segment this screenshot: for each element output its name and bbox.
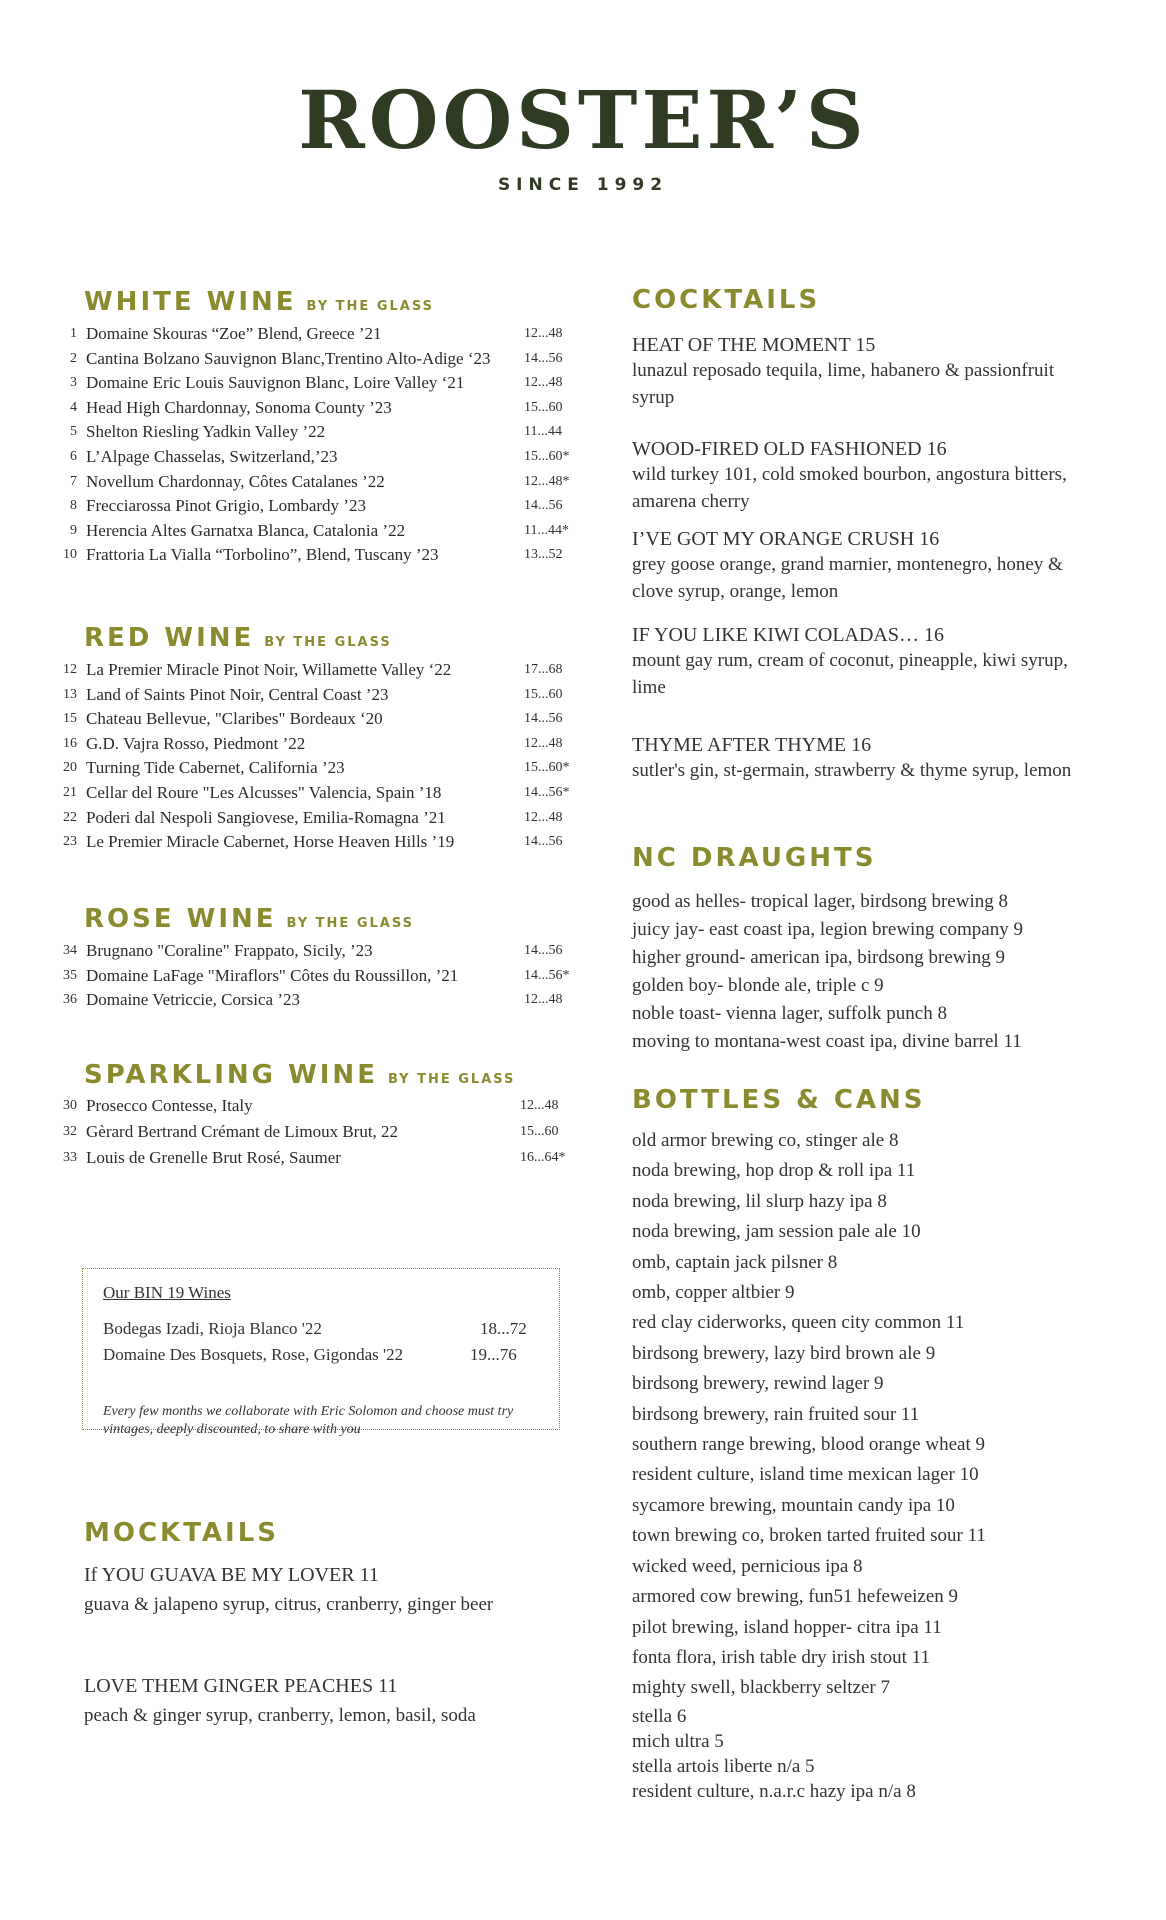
cocktail-name: HEAT OF THE MOMENT 15 bbox=[632, 334, 876, 356]
bottle-item: wicked weed, pernicious ipa 8 bbox=[632, 1555, 863, 1577]
bottle-item: noda brewing, hop drop & roll ipa 11 bbox=[632, 1160, 916, 1182]
wine-price: 14...56 bbox=[524, 943, 563, 958]
bottle-item: mighty swell, blackberry seltzer 7 bbox=[632, 1677, 891, 1699]
wine-price: 12...48 bbox=[524, 809, 563, 825]
mocktail-item bbox=[84, 1563, 504, 1618]
wine-price: 14...56 bbox=[524, 711, 563, 727]
wine-row bbox=[56, 707, 586, 732]
wine-row bbox=[56, 322, 586, 347]
wine-bin-number: 4 bbox=[70, 399, 77, 415]
cocktail-description: grey goose orange, grand marnier, montenegro, honey & clove syrup, orange, lemon bbox=[632, 554, 1063, 602]
wine-name: Land of Saints Pinot Noir, Central Coast ’23 bbox=[86, 684, 389, 704]
cocktail-name: WOOD-FIRED OLD FASHIONED 16 bbox=[632, 438, 947, 460]
wine-row bbox=[56, 756, 586, 781]
wine-bin-number: 20 bbox=[63, 760, 77, 776]
wine-row bbox=[56, 494, 586, 519]
wine-row bbox=[56, 470, 586, 495]
wine-name: Novellum Chardonnay, Côtes Catalanes ’22 bbox=[86, 471, 385, 491]
wine-row bbox=[56, 445, 586, 470]
wine-name: Cantina Bolzano Sauvignon Blanc,Trentino Alto-Adige ‘23 bbox=[86, 348, 491, 368]
draught-item: noble toast- vienna lager, suffolk punch 8 bbox=[632, 1003, 947, 1024]
bottle-item: old armor brewing co, stinger ale 8 bbox=[632, 1130, 899, 1151]
draught-item: golden boy- blonde ale, triple c 9 bbox=[632, 975, 884, 996]
draught-item: higher ground- american ipa, birdsong brewing 9 bbox=[632, 947, 1006, 968]
wine-price: 12...48 bbox=[524, 735, 563, 751]
nc-draughts-list bbox=[632, 888, 1152, 1056]
white-wine-subtitle: BY THE GLASS bbox=[306, 299, 434, 314]
sparkling-wine-heading bbox=[84, 1062, 515, 1088]
wine-bin-number: 1 bbox=[70, 326, 77, 341]
bottle-item: resident culture, n.a.r.c hazy ipa n/a 8 bbox=[632, 1780, 916, 1802]
wine-name: Domaine Vetriccie, Corsica ’23 bbox=[86, 990, 301, 1010]
wine-bin-number: 34 bbox=[63, 943, 77, 958]
cocktail-item bbox=[632, 437, 1092, 515]
sparkling-wine-subtitle: BY THE GLASS bbox=[387, 1072, 516, 1087]
wine-name: Gèrard Bertrand Crémant de Limoux Brut, 22 bbox=[86, 1122, 399, 1141]
bottle-item: southern range brewing, blood orange wheat 9 bbox=[632, 1434, 985, 1456]
bottle-item: fonta flora, irish table dry irish stout 11 bbox=[632, 1646, 930, 1668]
mocktail-description: guava & jalapeno syrup, citrus, cranberry, ginger beer bbox=[84, 1594, 494, 1615]
wine-row bbox=[56, 830, 586, 855]
wine-price: 11...44 bbox=[524, 424, 562, 440]
wine-row bbox=[56, 658, 586, 683]
wine-row bbox=[56, 543, 586, 568]
cocktail-name: I’VE GOT MY ORANGE CRUSH 16 bbox=[632, 528, 940, 550]
wine-name: Herencia Altes Garnatxa Blanca, Catalonia ’22 bbox=[86, 520, 406, 540]
wine-bin-number: 12 bbox=[63, 662, 77, 677]
wine-name: La Premier Miracle Pinot Noir, Willamette Valley ‘22 bbox=[86, 660, 452, 679]
cocktail-name: IF YOU LIKE KIWI COLADAS… 16 bbox=[632, 624, 945, 646]
wine-price: 14...56* bbox=[524, 784, 570, 800]
wine-name: Le Premier Miracle Cabernet, Horse Heaven Hills ’19 bbox=[86, 832, 455, 852]
bottle-item: birdsong brewery, rewind lager 9 bbox=[632, 1373, 884, 1395]
bin19-wine-price: 18...72 bbox=[480, 1319, 527, 1338]
wine-name: Poderi dal Nespoli Sangiovese, Emilia-Romagna ’21 bbox=[86, 807, 446, 827]
wine-name: Head High Chardonnay, Sonoma County ’23 bbox=[86, 397, 392, 417]
mocktail-description: peach & ginger syrup, cranberry, lemon, basil, soda bbox=[84, 1705, 476, 1726]
wine-bin-number: 13 bbox=[63, 686, 77, 702]
bottles-cans-heading: BOTTLES & CANS bbox=[632, 1085, 926, 1115]
wine-name: L’Alpage Chasselas, Switzerland,’23 bbox=[86, 446, 338, 466]
mocktails-heading: MOCKTAILS bbox=[84, 1518, 280, 1548]
rose-wine-list bbox=[56, 939, 586, 1013]
wine-name: Cellar del Roure "Les Alcusses" Valencia, Spain ’18 bbox=[86, 782, 442, 802]
wine-name: Domaine Skouras “Zoe” Blend, Greece ’21 bbox=[86, 324, 382, 343]
bin19-note: Every few months we collaborate with Eric Solomon and choose must try vintages, deeply discounted, to share with you bbox=[103, 1404, 514, 1437]
wine-row bbox=[56, 519, 586, 544]
wine-bin-number: 10 bbox=[63, 547, 77, 563]
wine-row bbox=[56, 420, 586, 445]
wine-price: 15...60 bbox=[524, 686, 563, 702]
wine-bin-number: 5 bbox=[70, 424, 77, 440]
wine-bin-number: 32 bbox=[63, 1124, 77, 1139]
wine-row bbox=[56, 371, 586, 396]
wine-bin-number: 35 bbox=[63, 967, 77, 983]
wine-price: 16...64* bbox=[520, 1150, 566, 1165]
bottle-item: noda brewing, lil slurp hazy ipa 8 bbox=[632, 1190, 887, 1212]
wine-bin-number: 21 bbox=[63, 784, 77, 800]
cocktail-description: mount gay rum, cream of coconut, pineapple, kiwi syrup, lime bbox=[632, 650, 1068, 698]
rose-wine-subtitle: BY THE GLASS bbox=[286, 916, 414, 931]
wine-row bbox=[56, 781, 586, 806]
white-wine-heading bbox=[84, 289, 434, 315]
wine-row bbox=[56, 939, 586, 964]
bottle-item: omb, copper altbier 9 bbox=[632, 1282, 795, 1304]
wine-price: 12...48 bbox=[520, 1098, 559, 1113]
wine-bin-number: 23 bbox=[63, 834, 77, 850]
wine-row bbox=[56, 1120, 586, 1146]
bottle-item: sycamore brewing, mountain candy ipa 10 bbox=[632, 1494, 955, 1516]
wine-name: Louis de Grenelle Brut Rosé, Saumer bbox=[86, 1148, 341, 1167]
wine-price: 12...48 bbox=[524, 326, 563, 341]
wine-price: 14...56 bbox=[524, 834, 563, 850]
wine-price: 15...60 bbox=[520, 1124, 559, 1139]
wine-row bbox=[56, 1094, 586, 1120]
wine-price: 14...56 bbox=[524, 350, 563, 366]
bin19-wine-price: 19...76 bbox=[470, 1345, 517, 1364]
draught-item: moving to montana-west coast ipa, divine barrel 11 bbox=[632, 1031, 1022, 1052]
wine-name: Prosecco Contesse, Italy bbox=[86, 1096, 253, 1115]
wine-name: Domaine Eric Louis Sauvignon Blanc, Loire Valley ‘21 bbox=[86, 373, 465, 393]
sparkling-wine-list bbox=[56, 1094, 586, 1172]
red-wine-title: RED WINE bbox=[84, 623, 255, 653]
wine-price: 13...52 bbox=[524, 547, 563, 563]
wine-row bbox=[56, 1146, 586, 1172]
wine-name: Chateau Bellevue, "Claribes" Bordeaux ‘20 bbox=[86, 709, 383, 729]
wine-price: 12...48 bbox=[524, 375, 563, 391]
wine-bin-number: 6 bbox=[70, 448, 77, 464]
bottle-item: birdsong brewery, rain fruited sour 11 bbox=[632, 1403, 920, 1425]
bin19-title: Our BIN 19 Wines bbox=[103, 1283, 231, 1302]
cocktail-item bbox=[632, 333, 1092, 411]
bottles-cans-list bbox=[632, 1126, 1152, 1804]
wine-price: 15...60* bbox=[524, 760, 570, 776]
wine-price: 12...48* bbox=[524, 473, 570, 489]
draught-item: juicy jay- east coast ipa, legion brewing company 9 bbox=[632, 919, 1023, 940]
wine-bin-number: 16 bbox=[63, 735, 77, 751]
wine-name: Frecciarossa Pinot Grigio, Lombardy ’23 bbox=[86, 496, 366, 516]
draught-item: good as helles- tropical lager, birdsong brewing 8 bbox=[632, 891, 1008, 912]
wine-price: 17...68 bbox=[524, 662, 563, 677]
restaurant-logo-name: ROOSTER’S bbox=[298, 73, 868, 167]
cocktail-name: THYME AFTER THYME 16 bbox=[632, 734, 872, 756]
bottle-item: stella artois liberte n/a 5 bbox=[632, 1755, 815, 1777]
wine-bin-number: 2 bbox=[70, 350, 77, 366]
wine-row bbox=[56, 806, 586, 831]
wine-bin-number: 9 bbox=[70, 522, 77, 538]
red-wine-subtitle: BY THE GLASS bbox=[264, 635, 392, 650]
wine-row bbox=[56, 732, 586, 757]
wine-bin-number: 22 bbox=[63, 809, 77, 825]
wine-bin-number: 7 bbox=[70, 473, 77, 489]
rose-wine-heading bbox=[84, 906, 414, 932]
mocktail-name: LOVE THEM GINGER PEACHES 11 bbox=[84, 1675, 398, 1697]
wine-bin-number: 36 bbox=[63, 992, 77, 1008]
wine-row bbox=[56, 396, 586, 421]
red-wine-heading bbox=[84, 625, 392, 651]
wine-bin-number: 3 bbox=[70, 375, 77, 391]
wine-bin-number: 8 bbox=[70, 498, 77, 514]
white-wine-title: WHITE WINE bbox=[84, 287, 297, 317]
rose-wine-title: ROSE WINE bbox=[84, 904, 277, 934]
wine-row bbox=[56, 964, 586, 989]
bin19-box bbox=[82, 1268, 560, 1437]
nc-draughts-heading: NC DRAUGHTS bbox=[632, 843, 877, 873]
red-wine-list bbox=[56, 658, 586, 855]
wine-bin-number: 15 bbox=[63, 711, 77, 727]
wine-row bbox=[56, 988, 586, 1013]
bottle-item: pilot brewing, island hopper- citra ipa 11 bbox=[632, 1616, 942, 1638]
cocktail-item bbox=[632, 527, 1092, 605]
bottle-item: noda brewing, jam session pale ale 10 bbox=[632, 1221, 921, 1243]
cocktail-description: wild turkey 101, cold smoked bourbon, angostura bitters, amarena cherry bbox=[632, 464, 1067, 512]
wine-row bbox=[56, 683, 586, 708]
wine-name: Brugnano "Coraline" Frappato, Sicily, ’23 bbox=[86, 941, 373, 960]
bottle-item: omb, captain jack pilsner 8 bbox=[632, 1251, 838, 1273]
white-wine-list bbox=[56, 322, 586, 568]
wine-price: 12...48 bbox=[524, 992, 563, 1008]
bottle-item: resident culture, island time mexican lager 10 bbox=[632, 1464, 979, 1486]
wine-name: Frattoria La Vialla “Torbolino”, Blend, Tuscany ’23 bbox=[86, 545, 439, 565]
wine-name: G.D. Vajra Rosso, Piedmont ’22 bbox=[86, 733, 306, 753]
wine-name: Turning Tide Cabernet, California ’23 bbox=[86, 758, 345, 778]
wine-name: Shelton Riesling Yadkin Valley ’22 bbox=[86, 422, 326, 442]
cocktail-description: lunazul reposado tequila, lime, habanero & passionfruit syrup bbox=[632, 360, 1055, 408]
bottle-item: birdsong brewery, lazy bird brown ale 9 bbox=[632, 1342, 936, 1364]
bottle-item: mich ultra 5 bbox=[632, 1730, 724, 1752]
bin19-wine-name: Bodegas Izadi, Rioja Blanco '22 bbox=[103, 1319, 322, 1338]
cocktail-description: sutler's gin, st-germain, strawberry & thyme syrup, lemon bbox=[632, 760, 1072, 781]
wine-price: 15...60* bbox=[524, 448, 570, 464]
wine-price: 14...56 bbox=[524, 498, 563, 514]
wine-price: 14...56* bbox=[524, 967, 570, 983]
cocktails-heading: COCKTAILS bbox=[632, 285, 821, 315]
cocktail-item bbox=[632, 733, 1092, 784]
wine-row bbox=[56, 347, 586, 372]
since-tagline: SINCE 1992 bbox=[497, 175, 669, 195]
bottle-item: stella 6 bbox=[632, 1705, 687, 1727]
sparkling-wine-title: SPARKLING WINE bbox=[84, 1060, 378, 1090]
mocktail-item bbox=[84, 1674, 504, 1729]
mocktail-name: If YOU GUAVA BE MY LOVER 11 bbox=[84, 1564, 379, 1586]
wine-bin-number: 30 bbox=[63, 1098, 77, 1113]
wine-price: 15...60 bbox=[524, 399, 563, 415]
bottle-item: red clay ciderworks, queen city common 11 bbox=[632, 1312, 965, 1334]
wine-name: Domaine LaFage "Miraflors" Côtes du Roussillon, ’21 bbox=[86, 965, 459, 985]
wine-bin-number: 33 bbox=[63, 1150, 77, 1165]
wine-price: 11...44* bbox=[524, 522, 569, 538]
bottle-item: town brewing co, broken tarted fruited sour 11 bbox=[632, 1525, 986, 1547]
cocktail-item bbox=[632, 623, 1092, 701]
bottle-item: armored cow brewing, fun51 hefeweizen 9 bbox=[632, 1586, 959, 1608]
bin19-wine-name: Domaine Des Bosquets, Rose, Gigondas '22 bbox=[103, 1345, 404, 1364]
